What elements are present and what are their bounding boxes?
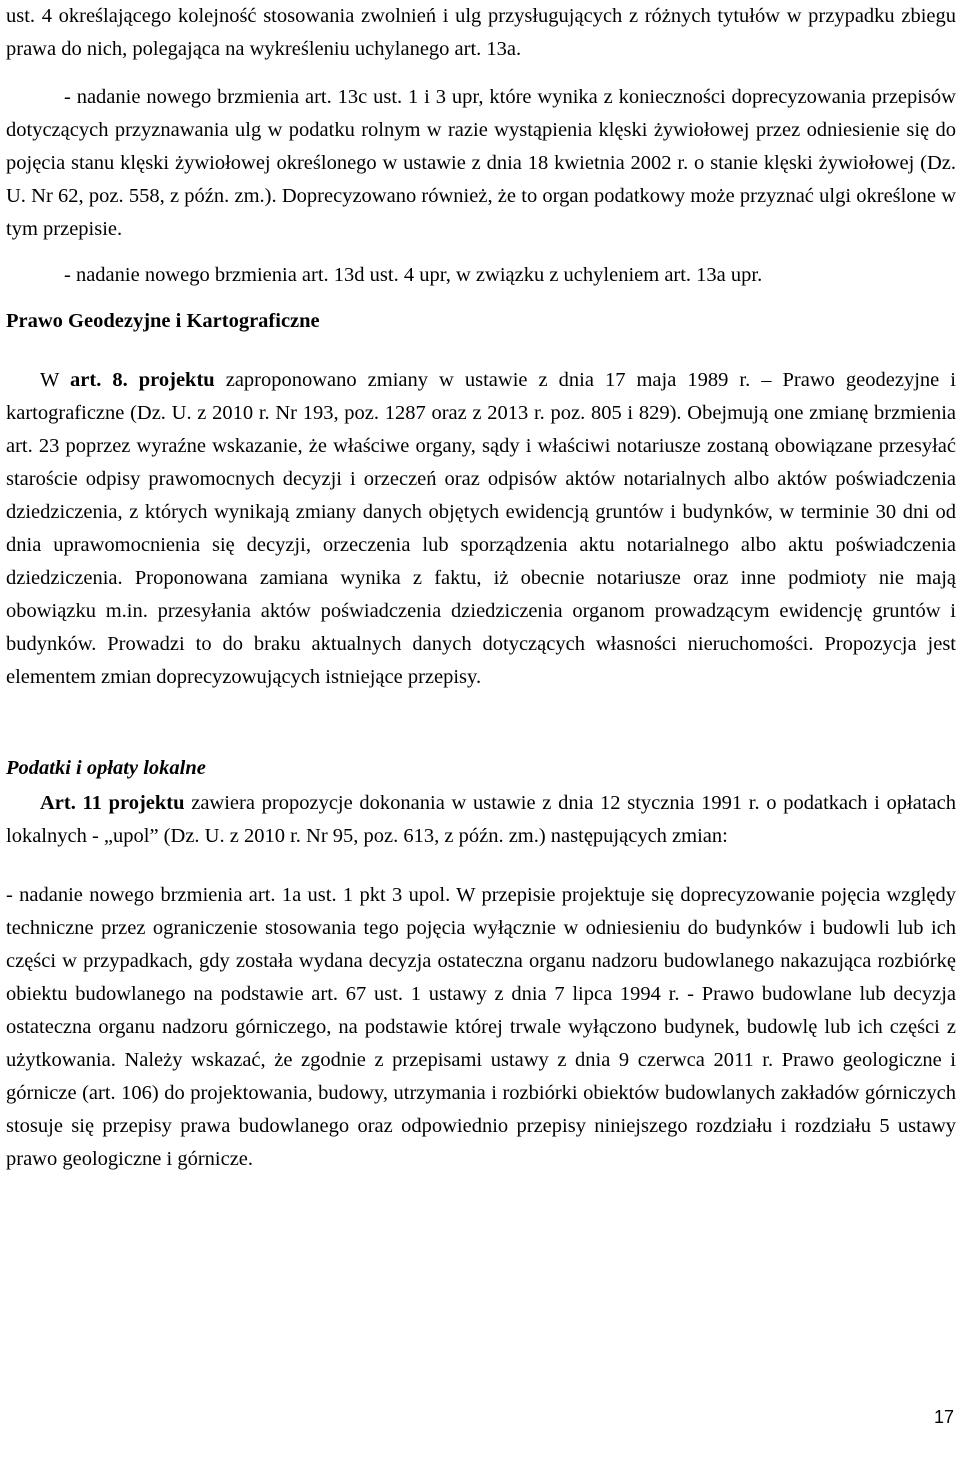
heading-text: Podatki i opłaty lokalne — [6, 757, 206, 779]
section-heading — [6, 752, 956, 785]
text-run: zaproponowano zmiany w ustawie z dnia 17 maja 1989 r. – Prawo — [214, 369, 846, 391]
text-run: ust. 4 określającego kolejność stosowania zwolnień i ulg przysługujących z różnych tytułów w przypadku zbiegu prawa do nich, polegająca na wykreśleniu uchylanego art. 13a. — [6, 5, 956, 60]
text-run — [128, 369, 139, 391]
document-body — [6, 0, 956, 1176]
section-heading — [6, 305, 956, 338]
text-run: zawiera propozycje dokonania w ustawie z dnia 12 stycznia 1991 r. — [184, 792, 767, 814]
paragraph — [6, 81, 956, 246]
text-run — [76, 792, 83, 814]
page-number: 17 — [933, 1407, 954, 1427]
text-run: doprecyzowania przepisów dotyczących przyznawania ulg w podatku rolnym w razie wystąpienia klęski żywiołowej przez odniesienie się do pojęcia stanu klęski żywiołowej określonego w ustawie z dnia 18 kwietnia 2002 r. o stanie klęski żywiołowej (Dz. U. Nr 62, poz. 558, z późn. zm.). Doprecyzowano również, że to organ podatkowy może przyznać ulgi określone w tym przepisie. — [6, 86, 956, 240]
text-run: - nadanie nowego brzmienia art. 13d ust. 4 upr, w związku z uchyleniem art. 13a upr. — [64, 264, 763, 286]
text-run: - nadanie nowego brzmienia art. 1a ust. 1 pkt 3 upol. W przepisie projektuje się doprecyzowanie pojęcia względy techniczne przez ograniczenie stosowania tego pojęcia wyłącznie w odniesieniu do budynków i budowli lub ich części w przypadkach, gdy została wydana decyzja ostateczna organu nadzoru budowlanego nakazująca rozbiórkę obiektu budowlanego na podstawie art. 67 ust. 1 ustawy z dnia 7 lipca 1994 r. - Prawo budowlane lub decyzja ostateczna organu nadzoru górniczego, na podstawie której trwale wyłączono budynek, budowlę lub ich części z użytkowania. Należy wskazać, że zgodnie z przepisami ustawy z dnia 9 czerwca 2011 r. Prawo geologiczne i górnicze (art. 106) do projektowania, budowy, utrzymania i rozbiórki obiektów budowlanych zakładów górniczych stosuje się przepisy prawa budowlanego oraz odpowiednio przepisy niniejszego rozdziału i rozdziału 5 ustawy prawo geologiczne i górnicze. — [6, 884, 956, 1170]
text-run: W — [40, 369, 71, 391]
paragraph — [6, 364, 956, 694]
text-run: o podatkach i opłatach lokalnych - „upol” (Dz. U. z 2010 r. Nr 95, poz. 613, z późn. zm.) następujących zmian: — [6, 792, 956, 847]
paragraph — [6, 0, 956, 66]
paragraph — [6, 259, 956, 292]
text-run: Art. — [40, 792, 76, 814]
paragraph — [6, 879, 956, 1176]
text-run: 11 projektu — [82, 792, 185, 814]
text-run: projektu — [138, 369, 215, 391]
text-run: art. 8. — [70, 369, 128, 391]
paragraph — [6, 787, 956, 853]
text-run: - nadanie nowego brzmienia art. 13c ust. 1 i 3 upr, które wynika z konieczności — [64, 86, 732, 108]
heading-text: Prawo Geodezyjne i Kartograficzne — [6, 310, 320, 332]
text-run: geodezyjne i kartograficzne (Dz. U. z 2010 r. Nr 193, poz. 1287 oraz z 2013 r. poz. 805 i 829). Obejmują one zmianę brzmienia art. 23 poprzez wyraźne wskazanie, że właściwe organy, sądy i właściwi notariusze zostaną obowiązane przesyłać staroście odpisy prawomocnych decyzji i orzeczeń oraz odpisów aktów notarialnych albo aktów poświadczenia dziedziczenia, z których wynikają zmiany danych objętych ewidencją gruntów i budynków, w terminie 30 dni od dnia uprawomocnienia się decyzji, orzeczenia lub sporządzenia aktu notarialnego albo aktu poświadczenia dziedziczenia. Proponowana zamiana wynika z faktu, iż obecnie notariusze oraz inne podmioty nie mają obowiązku m.in. przesyłania aktów poświadczenia dziedziczenia organom prowadzącym ewidencję gruntów i budynków. Prowadzi to do braku aktualnych danych dotyczących własności nieruchomości. Propozycja jest elementem zmian doprecyzowujących istniejące przepisy. — [6, 369, 956, 688]
